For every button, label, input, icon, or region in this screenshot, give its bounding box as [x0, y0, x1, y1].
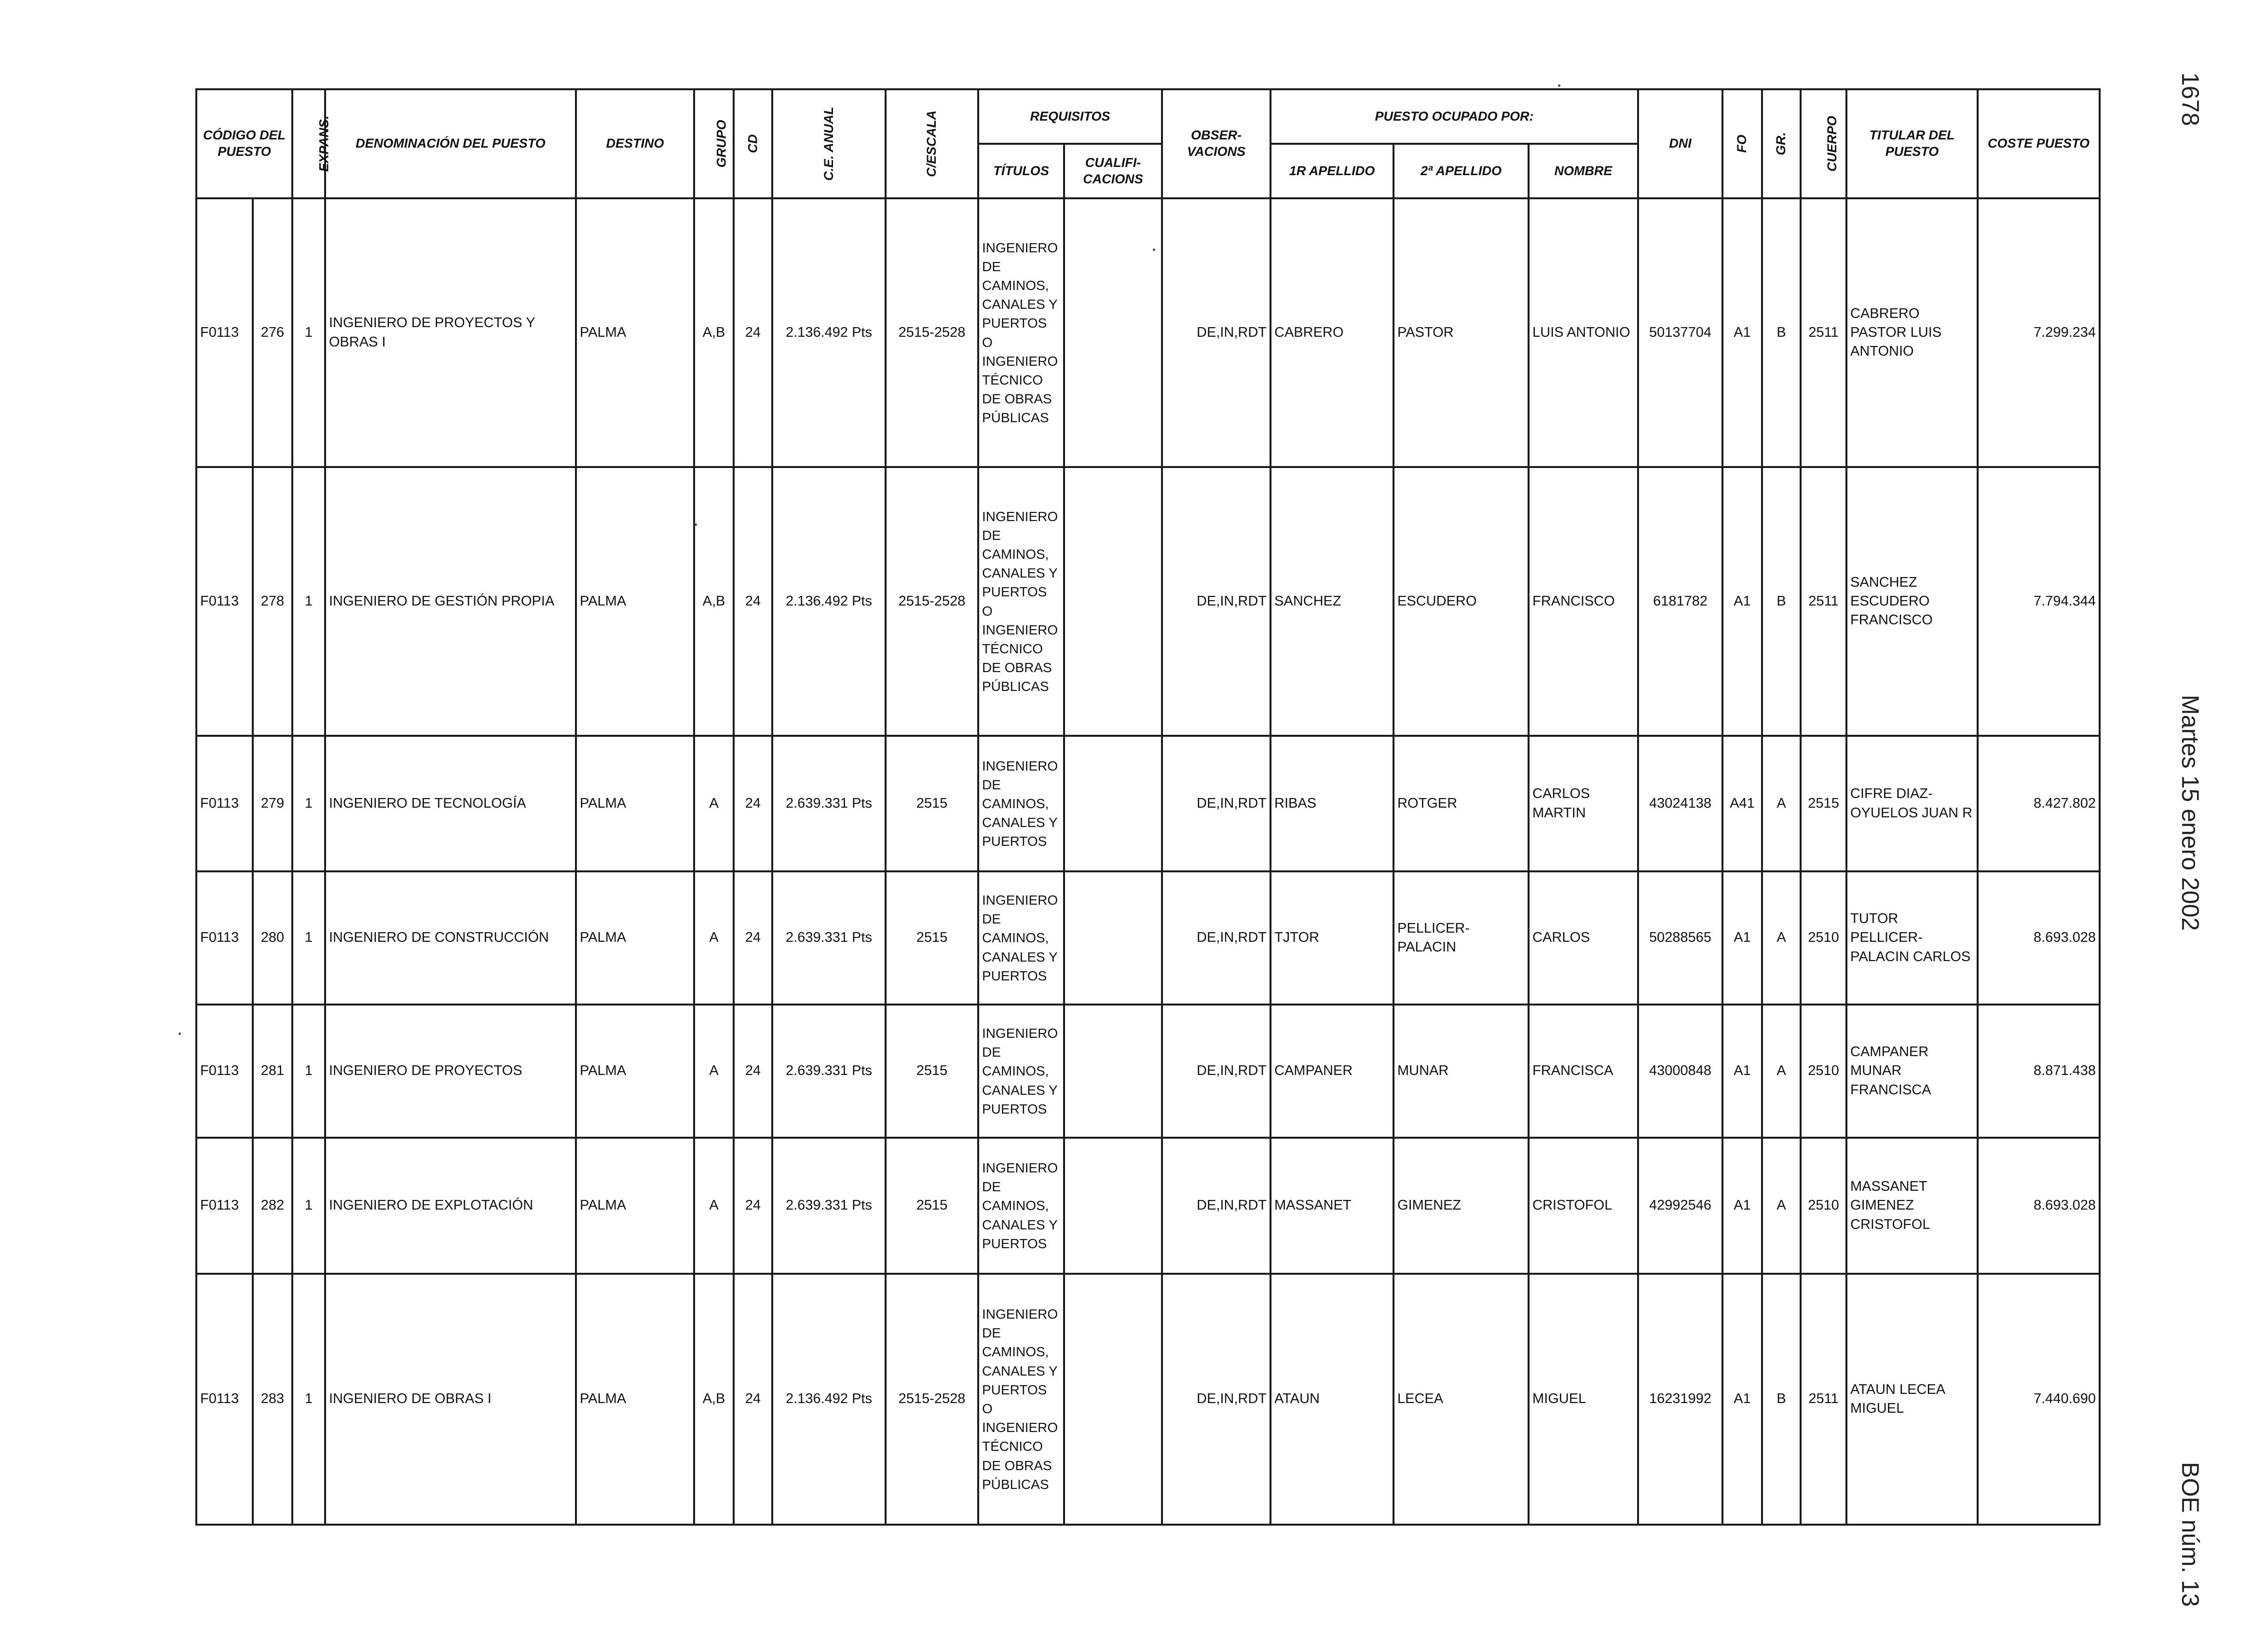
cell-titulos: INGENIERO DE CAMINOS, CANALES Y PUERTOS O INGENIERO TÉCNICO DE OBRAS PÚBLICAS — [978, 1274, 1064, 1525]
cell-ce-anual: 2.639.331 Pts — [772, 1138, 886, 1274]
cell-cd: 24 — [734, 736, 772, 871]
cell-denominacion: INGENIERO DE OBRAS I — [325, 1274, 576, 1525]
scan-speck — [178, 1033, 181, 1035]
header-titular: TITULAR DEL PUESTO — [1846, 89, 1978, 198]
rpt-sheet — [195, 88, 2099, 1526]
cell-cuerpo: 2510 — [1801, 1138, 1846, 1274]
header-gr: GR. — [1762, 89, 1801, 198]
header-observaciones: OBSER-VACIONS — [1162, 89, 1271, 198]
cell-ce-anual: 2.136.492 Pts — [772, 1274, 886, 1525]
cell-num: 279 — [253, 736, 292, 871]
header-grupo: GRUPO — [694, 89, 734, 198]
cell-nombre: CRISTOFOL — [1529, 1138, 1638, 1274]
cell-apellido2: LECEA — [1394, 1274, 1529, 1525]
cell-apellido2: PELLICER-PALACIN — [1394, 871, 1529, 1005]
cell-expans: 1 — [292, 736, 325, 871]
cell-apellido2: ROTGER — [1394, 736, 1529, 871]
cell-expans: 1 — [292, 1274, 325, 1525]
cell-denominacion: INGENIERO DE TECNOLOGÍA — [325, 736, 576, 871]
cell-codigo: F0113 — [196, 871, 253, 1005]
cell-observaciones: DE,IN,RDT — [1162, 871, 1271, 1005]
table-row — [196, 467, 2100, 736]
table-row — [196, 1138, 2100, 1274]
cell-coste: 7.794.344 — [1978, 467, 2100, 736]
cell-gr: A — [1762, 871, 1801, 1005]
cell-cescala: 2515 — [886, 736, 978, 871]
cell-cd: 24 — [734, 1138, 772, 1274]
cell-apellido1: TJTOR — [1271, 871, 1394, 1005]
cell-titular: MASSANET GIMENEZ CRISTOFOL — [1846, 1138, 1978, 1274]
cell-cualificaciones — [1064, 198, 1162, 467]
header-apellido1: 1R APELLIDO — [1271, 144, 1394, 198]
cell-titulos: INGENIERO DE CAMINOS, CANALES Y PUERTOS — [978, 1005, 1064, 1138]
cell-apellido1: SANCHEZ — [1271, 467, 1394, 736]
cell-expans: 1 — [292, 467, 325, 736]
cell-titulos: INGENIERO DE CAMINOS, CANALES Y PUERTOS — [978, 1138, 1064, 1274]
cell-titular: TUTOR PELLICER-PALACIN CARLOS — [1846, 871, 1978, 1005]
cell-nombre: FRANCISCA — [1529, 1005, 1638, 1138]
scan-speck — [695, 523, 697, 526]
cell-cd: 24 — [734, 1274, 772, 1525]
header-dni: DNI — [1638, 89, 1722, 198]
table-row — [196, 871, 2100, 1005]
cell-grupo: A,B — [694, 198, 734, 467]
cell-titulos: INGENIERO DE CAMINOS, CANALES Y PUERTOS O INGENIERO TÉCNICO DE OBRAS PÚBLICAS — [978, 198, 1064, 467]
journal-issue: BOE núm. 13 — [2177, 1462, 2204, 1607]
cell-observaciones: DE,IN,RDT — [1162, 1274, 1271, 1525]
cell-grupo: A — [694, 1138, 734, 1274]
scan-speck — [1558, 84, 1560, 87]
cell-fo: A1 — [1722, 871, 1762, 1005]
cell-ce-anual: 2.639.331 Pts — [772, 871, 886, 1005]
cell-cualificaciones — [1064, 1274, 1162, 1525]
cell-cescala: 2515 — [886, 1005, 978, 1138]
cell-apellido1: MASSANET — [1271, 1138, 1394, 1274]
cell-codigo: F0113 — [196, 736, 253, 871]
cell-grupo: A,B — [694, 467, 734, 736]
cell-destino: PALMA — [576, 1274, 694, 1525]
cell-cualificaciones — [1064, 1138, 1162, 1274]
cell-gr: A — [1762, 736, 1801, 871]
cell-cuerpo: 2510 — [1801, 1005, 1846, 1138]
cell-grupo: A,B — [694, 1274, 734, 1525]
cell-expans: 1 — [292, 1138, 325, 1274]
cell-denominacion: INGENIERO DE EXPLOTACIÓN — [325, 1138, 576, 1274]
cell-nombre: LUIS ANTONIO — [1529, 198, 1638, 467]
header-cd: CD — [734, 89, 772, 198]
header-codigo: CÓDIGO DEL PUESTO — [196, 89, 292, 198]
cell-observaciones: DE,IN,RDT — [1162, 736, 1271, 871]
cell-cualificaciones — [1064, 736, 1162, 871]
cell-observaciones: DE,IN,RDT — [1162, 1138, 1271, 1274]
cell-apellido1: CABRERO — [1271, 198, 1394, 467]
cell-fo: A1 — [1722, 198, 1762, 467]
cell-apellido2: ESCUDERO — [1394, 467, 1529, 736]
cell-cuerpo: 2511 — [1801, 198, 1846, 467]
header-ce-anual: C.E. ANUAL — [772, 89, 886, 198]
header-ocupado: PUESTO OCUPADO POR: — [1271, 89, 1638, 144]
header-coste: COSTE PUESTO — [1978, 89, 2100, 198]
cell-fo: A1 — [1722, 467, 1762, 736]
cell-cd: 24 — [734, 1005, 772, 1138]
cell-dni: 50137704 — [1638, 198, 1722, 467]
scan-speck — [1153, 248, 1155, 251]
cell-num: 278 — [253, 467, 292, 736]
cell-ce-anual: 2.639.331 Pts — [772, 736, 886, 871]
cell-fo: A1 — [1722, 1005, 1762, 1138]
cell-expans: 1 — [292, 1005, 325, 1138]
cell-ce-anual: 2.639.331 Pts — [772, 1005, 886, 1138]
issue-date: Martes 15 enero 2002 — [2177, 695, 2204, 931]
page-number: 1678 — [2177, 72, 2204, 126]
cell-fo: A41 — [1722, 736, 1762, 871]
cell-cuerpo: 2511 — [1801, 467, 1846, 736]
cell-cualificaciones — [1064, 467, 1162, 736]
cell-apellido1: RIBAS — [1271, 736, 1394, 871]
table-row — [196, 1005, 2100, 1138]
cell-titulos: INGENIERO DE CAMINOS, CANALES Y PUERTOS O INGENIERO TÉCNICO DE OBRAS PÚBLICAS — [978, 467, 1064, 736]
cell-observaciones: DE,IN,RDT — [1162, 1005, 1271, 1138]
cell-denominacion: INGENIERO DE CONSTRUCCIÓN — [325, 871, 576, 1005]
table-row — [196, 736, 2100, 871]
cell-num: 280 — [253, 871, 292, 1005]
cell-expans: 1 — [292, 198, 325, 467]
table-row — [196, 1274, 2100, 1525]
cell-grupo: A — [694, 871, 734, 1005]
cell-nombre: MIGUEL — [1529, 1274, 1638, 1525]
cell-observaciones: DE,IN,RDT — [1162, 467, 1271, 736]
cell-apellido1: ATAUN — [1271, 1274, 1394, 1525]
cell-dni: 50288565 — [1638, 871, 1722, 1005]
cell-cescala: 2515-2528 — [886, 1274, 978, 1525]
cell-titular: CAMPANER MUNAR FRANCISCA — [1846, 1005, 1978, 1138]
cell-nombre: FRANCISCO — [1529, 467, 1638, 736]
cell-cualificaciones — [1064, 871, 1162, 1005]
cell-cescala: 2515 — [886, 1138, 978, 1274]
cell-dni: 6181782 — [1638, 467, 1722, 736]
header-expans: EXPANS. — [292, 89, 325, 198]
cell-titulos: INGENIERO DE CAMINOS, CANALES Y PUERTOS — [978, 871, 1064, 1005]
cell-gr: B — [1762, 198, 1801, 467]
header-apellido2: 2ª APELLIDO — [1394, 144, 1529, 198]
cell-ce-anual: 2.136.492 Pts — [772, 198, 886, 467]
cell-dni: 16231992 — [1638, 1274, 1722, 1525]
cell-cuerpo: 2511 — [1801, 1274, 1846, 1525]
cell-dni: 43024138 — [1638, 736, 1722, 871]
cell-cescala: 2515-2528 — [886, 467, 978, 736]
cell-gr: B — [1762, 1274, 1801, 1525]
cell-titulos: INGENIERO DE CAMINOS, CANALES Y PUERTOS — [978, 736, 1064, 871]
cell-cd: 24 — [734, 198, 772, 467]
cell-gr: B — [1762, 467, 1801, 736]
cell-coste: 8.871.438 — [1978, 1005, 2100, 1138]
cell-gr: A — [1762, 1138, 1801, 1274]
header-fo: FO — [1722, 89, 1762, 198]
cell-titular: SANCHEZ ESCUDERO FRANCISCO — [1846, 467, 1978, 736]
cell-codigo: F0113 — [196, 1138, 253, 1274]
cell-cescala: 2515 — [886, 871, 978, 1005]
cell-codigo: F0113 — [196, 1005, 253, 1138]
cell-coste: 8.693.028 — [1978, 1138, 2100, 1274]
cell-gr: A — [1762, 1005, 1801, 1138]
cell-num: 281 — [253, 1005, 292, 1138]
cell-titular: CIFRE DIAZ-OYUELOS JUAN R — [1846, 736, 1978, 871]
cell-apellido2: MUNAR — [1394, 1005, 1529, 1138]
cell-expans: 1 — [292, 871, 325, 1005]
cell-nombre: CARLOS MARTIN — [1529, 736, 1638, 871]
header-denominacion: DENOMINACIÓN DEL PUESTO — [325, 89, 576, 198]
cell-cd: 24 — [734, 467, 772, 736]
cell-titular: ATAUN LECEA MIGUEL — [1846, 1274, 1978, 1525]
cell-num: 282 — [253, 1138, 292, 1274]
cell-codigo: F0113 — [196, 198, 253, 467]
cell-num: 283 — [253, 1274, 292, 1525]
cell-destino: PALMA — [576, 198, 694, 467]
cell-grupo: A — [694, 1005, 734, 1138]
cell-coste: 7.440.690 — [1978, 1274, 2100, 1525]
cell-dni: 43000848 — [1638, 1005, 1722, 1138]
cell-ce-anual: 2.136.492 Pts — [772, 467, 886, 736]
cell-num: 276 — [253, 198, 292, 467]
table-row — [196, 198, 2100, 467]
cell-cuerpo: 2515 — [1801, 736, 1846, 871]
cell-coste: 8.693.028 — [1978, 871, 2100, 1005]
cell-destino: PALMA — [576, 467, 694, 736]
cell-destino: PALMA — [576, 871, 694, 1005]
cell-coste: 8.427.802 — [1978, 736, 2100, 871]
cell-dni: 42992546 — [1638, 1138, 1722, 1274]
header-cualificaciones: CUALIFI-CACIONS — [1064, 144, 1162, 198]
cell-destino: PALMA — [576, 1138, 694, 1274]
cell-nombre: CARLOS — [1529, 871, 1638, 1005]
header-cescala: C/ESCALA — [886, 89, 978, 198]
cell-titular: CABRERO PASTOR LUIS ANTONIO — [1846, 198, 1978, 467]
cell-observaciones: DE,IN,RDT — [1162, 198, 1271, 467]
cell-cd: 24 — [734, 871, 772, 1005]
cell-denominacion: INGENIERO DE GESTIÓN PROPIA — [325, 467, 576, 736]
cell-cescala: 2515-2528 — [886, 198, 978, 467]
header-nombre: NOMBRE — [1529, 144, 1638, 198]
cell-apellido2: GIMENEZ — [1394, 1138, 1529, 1274]
cell-fo: A1 — [1722, 1138, 1762, 1274]
cell-apellido1: CAMPANER — [1271, 1005, 1394, 1138]
cell-grupo: A — [694, 736, 734, 871]
job-positions-table — [195, 88, 2101, 1526]
cell-fo: A1 — [1722, 1274, 1762, 1525]
header-titulos: TÍTULOS — [978, 144, 1064, 198]
cell-cualificaciones — [1064, 1005, 1162, 1138]
cell-cuerpo: 2510 — [1801, 871, 1846, 1005]
cell-denominacion: INGENIERO DE PROYECTOS Y OBRAS I — [325, 198, 576, 467]
cell-destino: PALMA — [576, 736, 694, 871]
cell-destino: PALMA — [576, 1005, 694, 1138]
cell-codigo: F0113 — [196, 1274, 253, 1525]
header-destino: DESTINO — [576, 89, 694, 198]
header-cuerpo: CUERPO — [1801, 89, 1846, 198]
cell-denominacion: INGENIERO DE PROYECTOS — [325, 1005, 576, 1138]
cell-codigo: F0113 — [196, 467, 253, 736]
cell-coste: 7.299.234 — [1978, 198, 2100, 467]
header-requisitos: REQUISITOS — [978, 89, 1162, 144]
page-margin-header — [2156, 0, 2209, 1639]
cell-apellido2: PASTOR — [1394, 198, 1529, 467]
